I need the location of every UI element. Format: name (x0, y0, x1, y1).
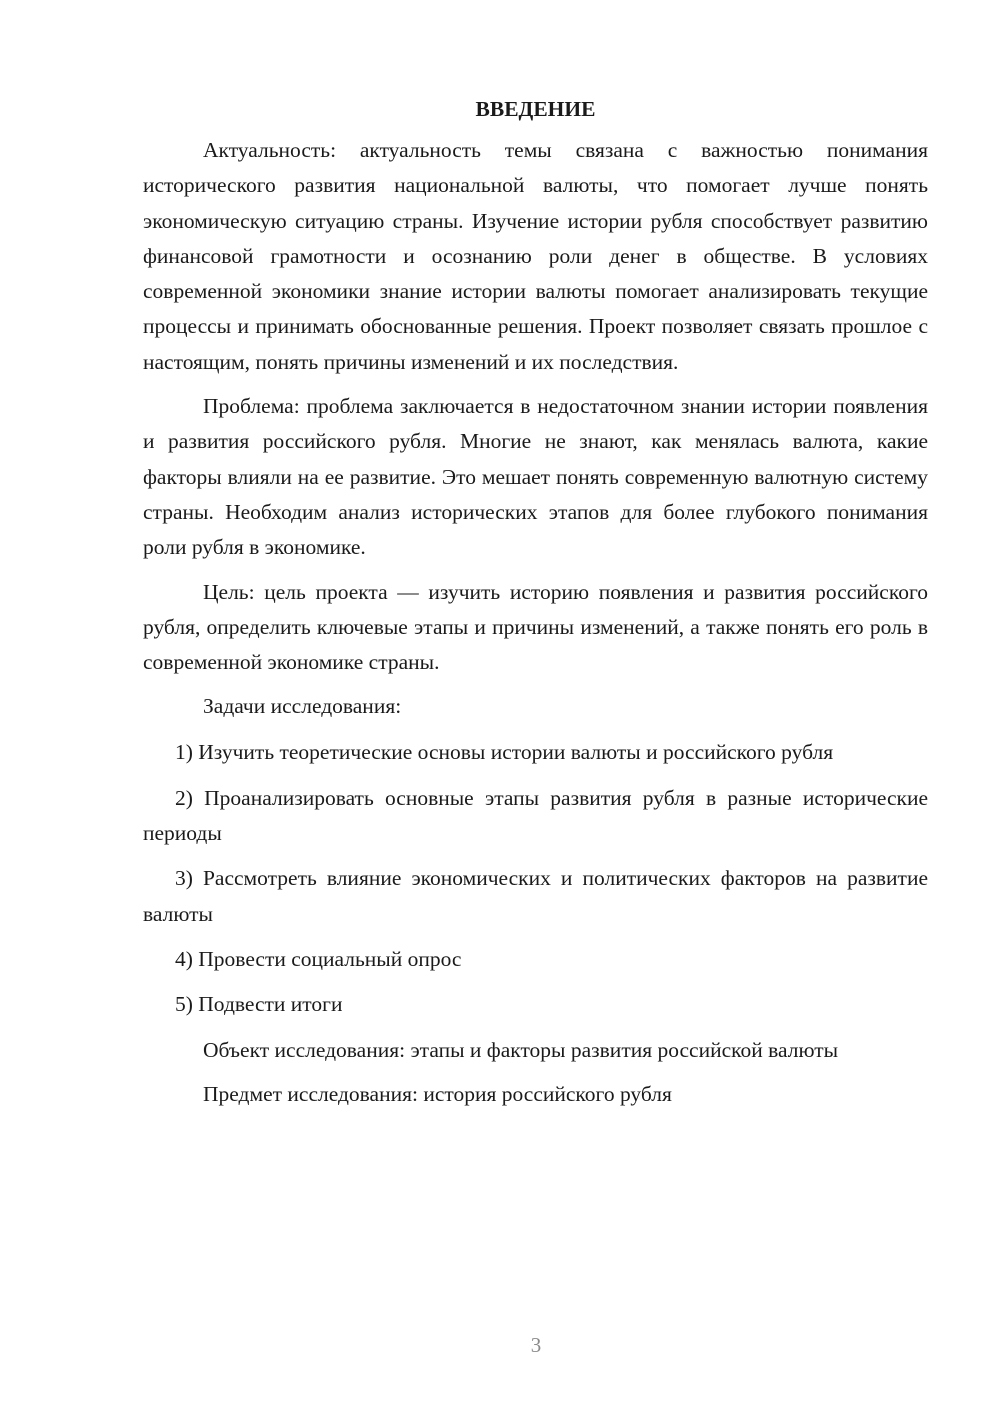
task-item-1: 1) Изучить теоретические основы истории валюты и российского рубля (175, 740, 834, 765)
object-paragraph: Объект исследования: этапы и факторы развития российской валюты (203, 1037, 839, 1062)
task-item-3: 3) Рассмотреть влияние экономических и политических факторов на развитие валюты (143, 866, 928, 926)
page-number: 3 (530, 1333, 542, 1357)
task-item-4: 4) Провести социальный опрос (175, 946, 462, 971)
goal-paragraph: Цель: цель проекта — изучить историю появления и развития российского рубля, определить ключевые этапы и причины изменений, а также понять его роль в современной экономике страны. (143, 579, 928, 675)
page-content (143, 92, 928, 1121)
page-title: ВВЕДЕНИЕ (475, 97, 596, 121)
task-item-5: 5) Подвести итоги (175, 992, 343, 1017)
problem-paragraph: Проблема: проблема заключается в недостаточном знании истории появления и развития российского рубля. Многие не знают, как менялась валюта, какие факторы влияли на ее развитие. Это мешает понять современную валютную систему страны. Необходим анализ исторических этапов для более глубокого понимания роли рубля в экономике. (143, 394, 928, 560)
subject-paragraph: Предмет исследования: история российского рубля (203, 1081, 672, 1106)
relevance-paragraph: Актуальность: актуальность темы связана с важностью понимания исторического развития национальной валюты, что помогает лучше понять экономическую ситуацию страны. Изучение истории рубля способствует развитию финансовой грамотности и осознанию роли денег в обществе. В условиях современной экономики знание истории валюты помогает анализировать текущие процессы и принимать обоснованные решения. Проект позволяет связать прошлое с настоящим, понять причины изменений и их последствия. (143, 138, 928, 374)
task-item-2: 2) Проанализировать основные этапы развития рубля в разные исторические периоды (143, 785, 928, 846)
tasks-heading: Задачи исследования: (203, 694, 402, 719)
